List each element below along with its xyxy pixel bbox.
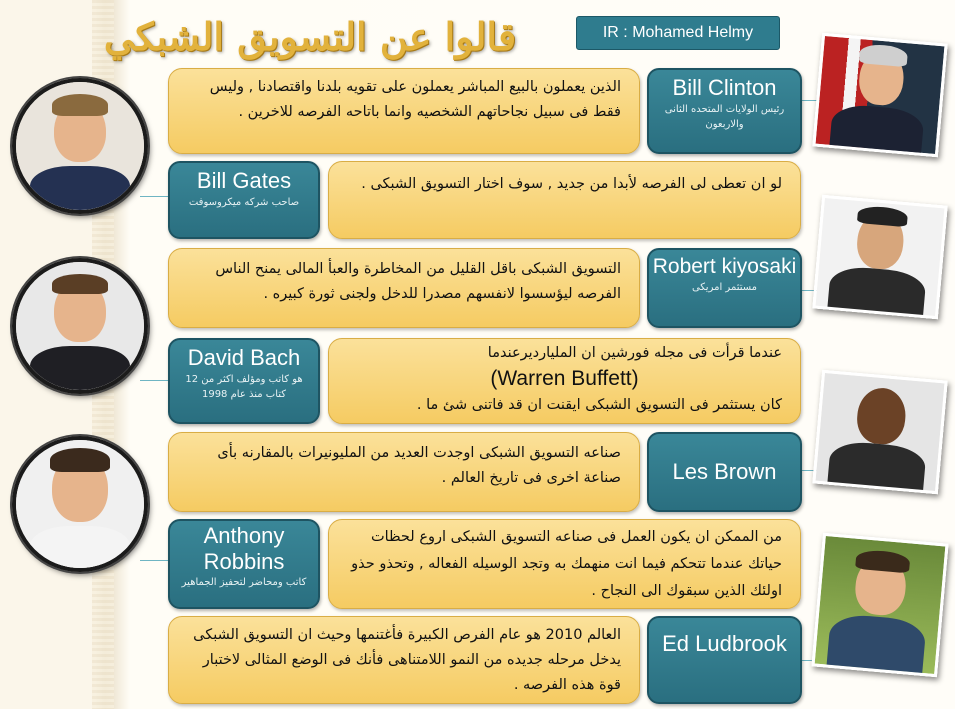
name-card-robert-kiyosaki — [647, 248, 802, 328]
photo-ed-ludbrook — [811, 533, 948, 677]
quote-latin-text: (Warren Buffett) — [490, 367, 639, 390]
photo-robert-kiyosaki — [812, 195, 947, 320]
quote-bill-clinton — [168, 68, 640, 154]
name-card-bill-clinton — [647, 68, 802, 154]
ir-label: IR : Mohamed Helmy — [576, 16, 780, 50]
quote-text: لو ان تعطى لى الفرصه لأبدا من جديد , سوف اختار التسويق الشبكى . — [361, 176, 782, 192]
quote-text: كان يستثمر فى التسويق الشبكى ايقنت ان قد فاتنى شئ ما . — [416, 397, 782, 413]
quote-anthony-robbins — [328, 519, 801, 609]
page-title: قالوا عن التسويق الشبكي — [103, 14, 517, 59]
quote-text: من الممكن ان يكون العمل فى صناعه التسويق الشبكى اروع لحظات حياتك عندما تتحكم فيما انت منهمك به وتجد الوسيله الفعاله , وتحذو حذو اولئك الذين سبقوك الى النجاح . — [351, 529, 782, 599]
person-name: Ed Ludbrook — [662, 631, 787, 656]
quote-les-brown — [168, 432, 640, 512]
name-card-ed-ludbrook — [647, 616, 802, 704]
quote-text: الذين يعملون بالبيع المباشر يعملون على تقويه بلدنا واقتصادنا , وليس فقط فى سبيل نجاحاتهم الشخصيه وانما باتاحه الفرصه للاخرين . — [209, 79, 621, 120]
photo-david-bach — [12, 258, 148, 394]
person-name: Bill Clinton — [672, 75, 777, 100]
quote-david-bach — [328, 338, 801, 424]
person-name: Anthony Robbins — [203, 523, 285, 574]
person-name: David Bach — [187, 345, 301, 370]
name-card-anthony-robbins — [168, 519, 320, 609]
photo-bill-gates — [12, 78, 148, 214]
person-role: هو كاتب ومؤلف اكثر من 12 كتاب منذ عام 1998 — [185, 374, 303, 400]
name-card-les-brown — [647, 432, 802, 512]
name-card-bill-gates — [168, 161, 320, 239]
quote-robert-kiyosaki — [168, 248, 640, 328]
person-role: رئيس الولايات المتحده الثانى والاربعون — [664, 104, 785, 130]
quote-text: التسويق الشبكى باقل القليل من المخاطرة والعبأ المالى يمنح الناس الفرصه ليؤسسوا لانفسهم مصدرا للدخل ولجنى ثورة كبيره . — [215, 261, 621, 302]
person-name: Bill Gates — [196, 168, 292, 193]
person-role: مستثمر امريكى — [691, 282, 758, 293]
person-name: Les Brown — [672, 459, 777, 484]
person-name: Robert kiyosaki — [652, 255, 797, 278]
photo-les-brown — [812, 370, 947, 495]
person-role: صاحب شركه ميكروسوفت — [188, 197, 300, 208]
quote-text: العالم 2010 هو عام الفرص الكبيرة فأغتنمها وحيث ان التسويق الشبكى يدخل مرحله جديده من النمو اللامتناهى فأنك فى الوضع المثالى لاختبار قوة هذه الفرصه . — [193, 627, 621, 693]
quote-bill-gates — [328, 161, 801, 239]
quote-ed-ludbrook — [168, 616, 640, 704]
person-role: كاتب ومحاضر لتحفيز الجماهير — [181, 577, 307, 588]
quote-text: عندما قرأت فى مجله فورشين ان المليارديرعندما — [487, 345, 782, 361]
connector-line — [140, 380, 170, 381]
photo-bill-clinton — [812, 33, 947, 158]
connector-line — [140, 196, 170, 197]
photo-anthony-robbins — [12, 436, 148, 572]
name-card-david-bach — [168, 338, 320, 424]
connector-line — [140, 560, 170, 561]
quote-text: صناعه التسويق الشبكى اوجدت العديد من المليونيرات بالمقارنه بأى صناعة اخرى فى تاريخ العالم . — [217, 445, 621, 486]
